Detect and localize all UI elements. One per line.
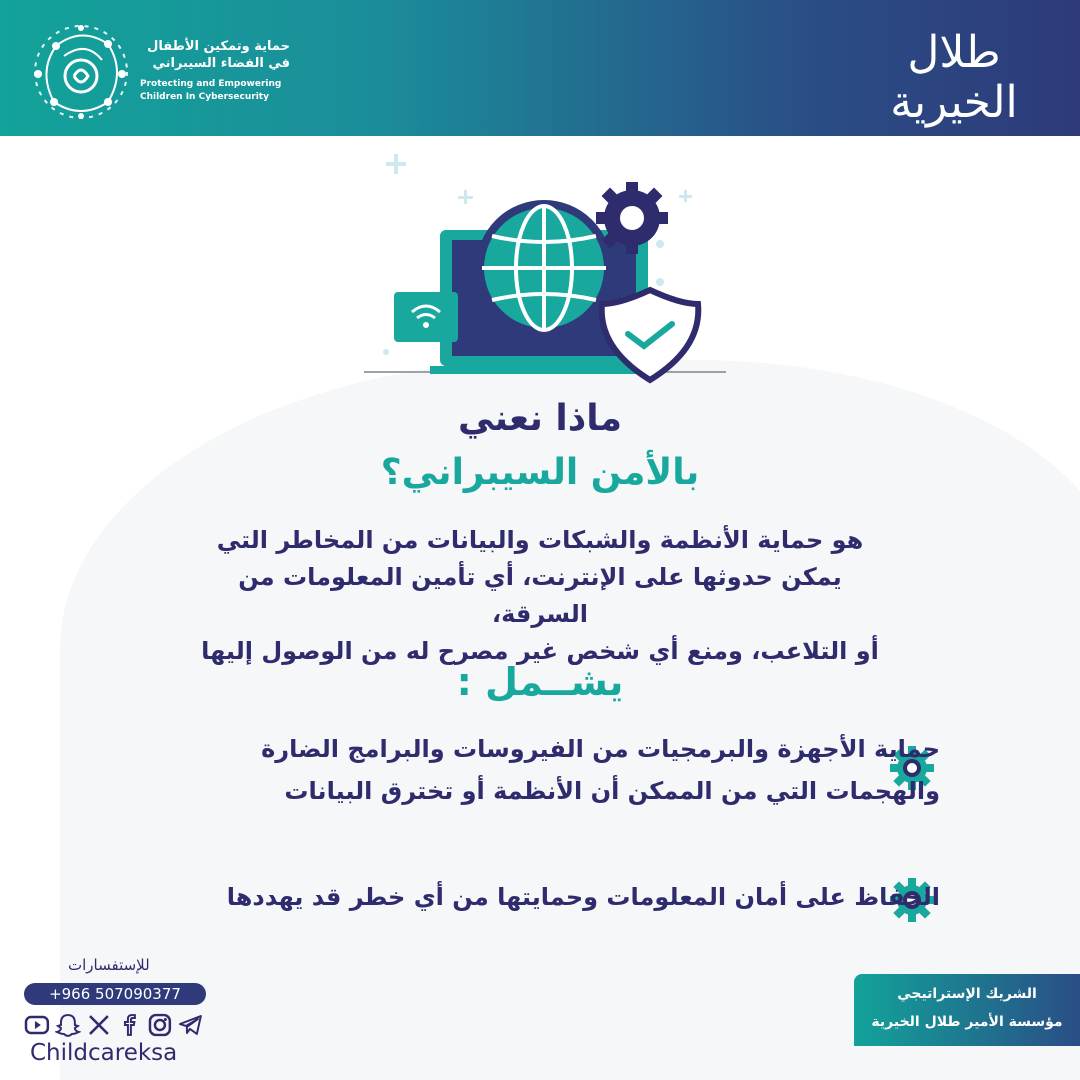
definition-line: يمكن حدوثها على الإنترنت، أي تأمين المعلومات من السرقة، <box>238 563 842 628</box>
bullet-line: حماية الأجهزة والبرمجيات من الفيروسات والبرامج الضارة <box>261 735 940 763</box>
definition-paragraph <box>200 522 880 670</box>
project-logo-icon <box>26 16 136 128</box>
definition-line: هو حماية الأنظمة والشبكات والبيانات من المخاطر التي <box>216 526 864 554</box>
project-title-en-line1: Protecting and Empowering <box>140 79 282 89</box>
youtube-icon[interactable] <box>24 1013 50 1037</box>
partner-name: مؤسسة الأمير طلال الخيرية <box>871 1014 1063 1030</box>
foundation-slogan: الاستثمــار فــي الإنســان <box>865 150 1043 166</box>
strategic-partner-badge <box>854 974 1080 1046</box>
bullet-line: الحفاظ على أمان المعلومات وحمايتها من أي خطر قد يهددها <box>226 883 940 911</box>
facebook-icon[interactable] <box>116 1013 142 1037</box>
phone-number[interactable]: +966 507090377 <box>24 983 206 1005</box>
project-title <box>140 38 290 104</box>
project-title-en-line2: Children In Cybersecurity <box>140 92 269 102</box>
social-handle[interactable]: Childcareksa <box>30 1040 178 1066</box>
telegram-icon[interactable] <box>178 1013 204 1037</box>
header-banner <box>0 0 1080 166</box>
wifi-icon <box>394 292 458 342</box>
page-title-line2: بالأمن السيبراني؟ <box>380 452 700 493</box>
bullet-line: والهجمات التي من الممكن أن الأنظمة أو تخترق البيانات <box>284 777 940 805</box>
cyber-illustration <box>360 148 740 388</box>
snapchat-icon[interactable] <box>55 1013 81 1037</box>
bullet-item <box>200 728 940 812</box>
includes-heading: يشــمل : <box>456 660 624 704</box>
definition-line: أو التلاعب، ومنع أي شخص غير مصرح له من الوصول إليها <box>201 637 879 665</box>
inquiries-label: للإستفسارات <box>68 956 150 974</box>
x-icon[interactable] <box>86 1013 112 1037</box>
social-icons <box>24 1012 204 1038</box>
foundation-name-ar: طلال الخيرية <box>890 27 1018 128</box>
talal-foundation-logo <box>864 28 1044 166</box>
instagram-icon[interactable] <box>147 1013 173 1037</box>
bullet-item <box>180 876 940 918</box>
page-title-line1: ماذا نعني <box>457 398 623 439</box>
foundation-name-en: TALAL FOUNDATION <box>878 134 1030 148</box>
partner-label: الشريك الإستراتيجي <box>897 986 1037 1002</box>
project-title-ar-line2: في الفضاء السيبراني <box>152 56 290 71</box>
project-title-en <box>140 78 290 104</box>
project-title-ar-line1: حماية وتمكين الأطفال <box>147 39 290 54</box>
globe-icon <box>480 204 608 332</box>
